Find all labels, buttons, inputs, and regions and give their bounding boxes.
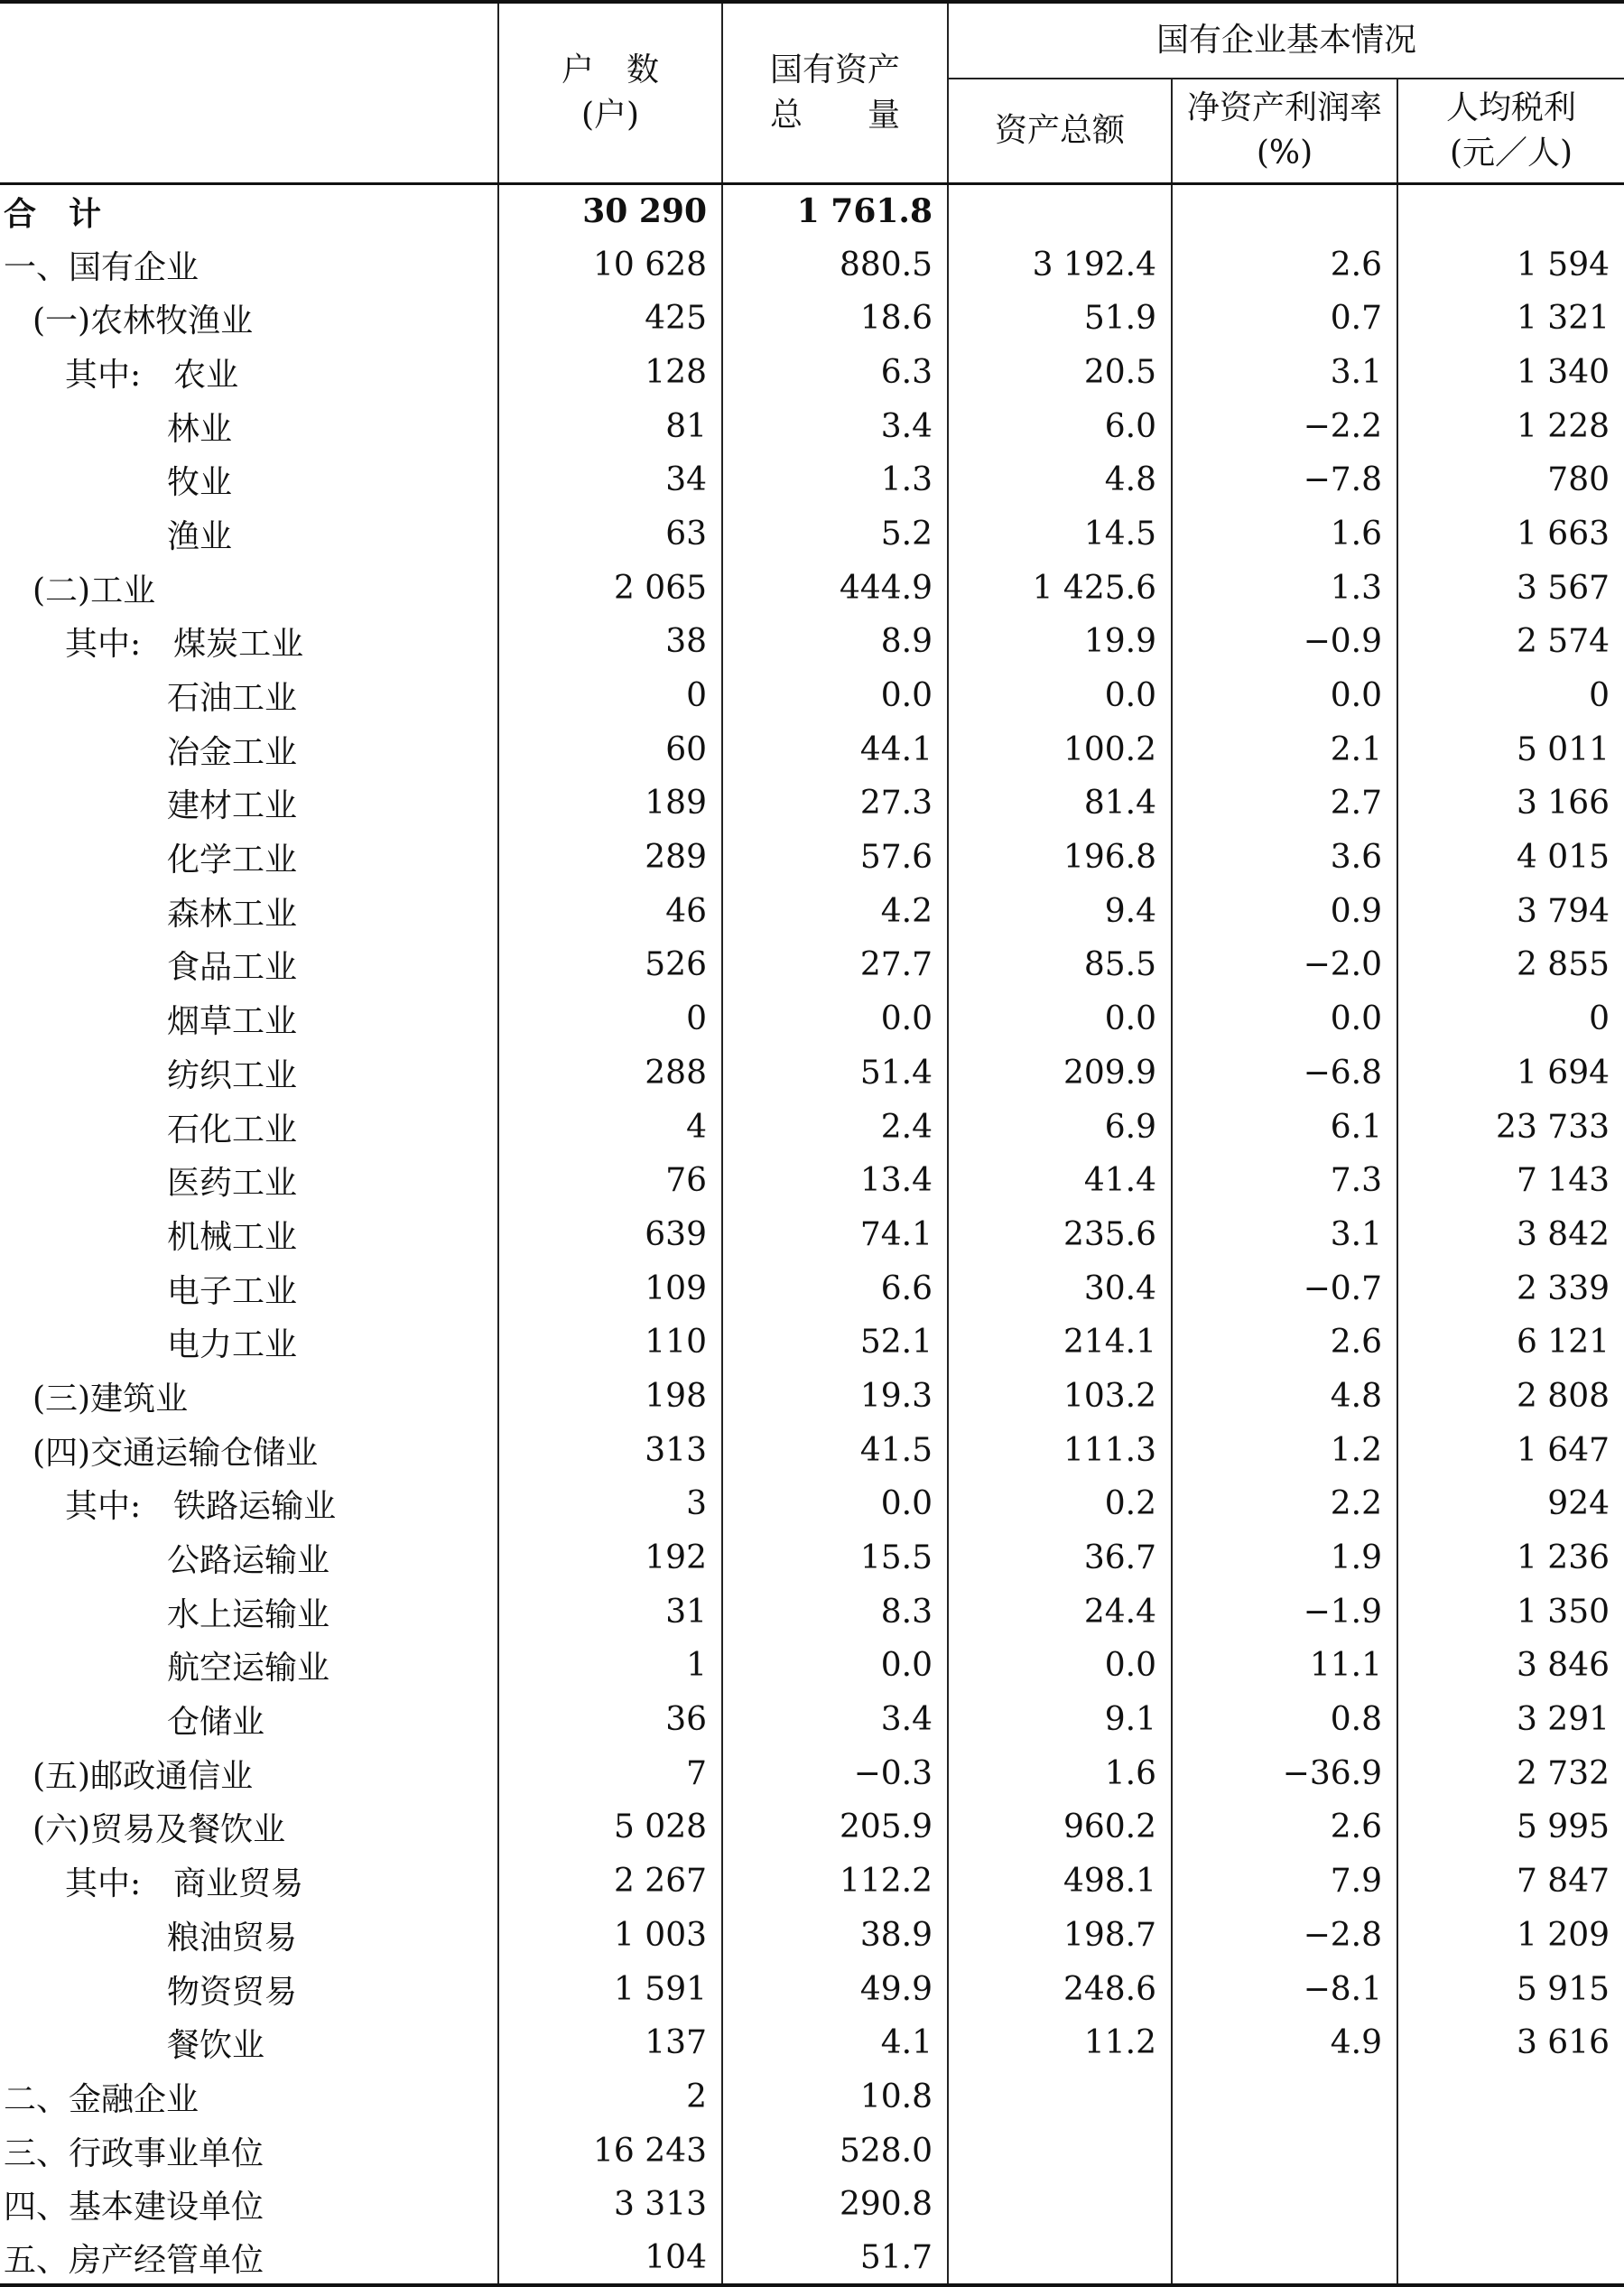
cell-per-capita-tax: 3 166 bbox=[1397, 776, 1624, 831]
cell-per-capita-tax: 1 594 bbox=[1397, 237, 1624, 292]
cell-state-assets: 4.1 bbox=[722, 2016, 948, 2070]
cell-per-capita-tax: 7 143 bbox=[1397, 1154, 1624, 1208]
header-state-assets-line2: 总 量 bbox=[769, 97, 900, 134]
cell-per-capita-tax: 2 855 bbox=[1397, 938, 1624, 992]
table-row bbox=[0, 1746, 1624, 1800]
table-row bbox=[0, 615, 1624, 669]
cell-total-assets: 14.5 bbox=[948, 507, 1172, 562]
cell-total-assets bbox=[948, 184, 1172, 238]
row-label: 粮油贸易 bbox=[167, 1919, 298, 1957]
table-row bbox=[0, 1208, 1624, 1262]
row-label: (六)贸易及餐饮业 bbox=[32, 1811, 286, 1849]
row-label: 烟草工业 bbox=[167, 1003, 298, 1041]
cell-households: 7 bbox=[498, 1746, 722, 1800]
row-label: 五、房产经管单位 bbox=[0, 2232, 498, 2286]
table-row bbox=[0, 1100, 1624, 1154]
cell-net-profit-rate: 3.1 bbox=[1172, 346, 1397, 400]
header-net-profit-rate-line2: (%) bbox=[1256, 135, 1313, 172]
cell-net-profit-rate: 11.1 bbox=[1172, 1639, 1397, 1693]
cell-state-assets: 0.0 bbox=[722, 669, 948, 723]
cell-total-assets: 9.4 bbox=[948, 884, 1172, 938]
header-state-assets bbox=[722, 2, 948, 184]
cell-per-capita-tax: 23 733 bbox=[1397, 1100, 1624, 1154]
cell-net-profit-rate: 1.6 bbox=[1172, 507, 1397, 562]
cell-net-profit-rate: 2.6 bbox=[1172, 1800, 1397, 1855]
cell-total-assets: 6.9 bbox=[948, 1100, 1172, 1154]
cell-state-assets: 290.8 bbox=[722, 2178, 948, 2232]
row-label: 其中: 煤炭工业 bbox=[65, 626, 304, 664]
cell-net-profit-rate: −0.9 bbox=[1172, 615, 1397, 669]
table-row bbox=[0, 2016, 1624, 2070]
cell-net-profit-rate: 1.2 bbox=[1172, 1423, 1397, 1477]
cell-state-assets: 52.1 bbox=[722, 1315, 948, 1370]
cell-households: 2 065 bbox=[498, 561, 722, 615]
cell-net-profit-rate: 3.1 bbox=[1172, 1208, 1397, 1262]
cell-state-assets: 0.0 bbox=[722, 1639, 948, 1693]
header-households-line2: (户) bbox=[580, 97, 640, 134]
table-row bbox=[0, 831, 1624, 885]
cell-households: 81 bbox=[498, 399, 722, 453]
cell-state-assets: 18.6 bbox=[722, 292, 948, 346]
cell-households: 1 bbox=[498, 1639, 722, 1693]
table-row bbox=[0, 184, 1624, 238]
cell-total-assets: 30.4 bbox=[948, 1261, 1172, 1315]
row-label: 四、基本建设单位 bbox=[4, 2189, 264, 2227]
cell-households: 34 bbox=[498, 453, 722, 507]
row-label: 化学工业 bbox=[167, 841, 298, 879]
cell-net-profit-rate: −0.7 bbox=[1172, 1261, 1397, 1315]
row-label: 电子工业 bbox=[167, 1272, 298, 1310]
cell-state-assets: 51.4 bbox=[722, 1046, 948, 1101]
cell-state-assets: 2.4 bbox=[722, 1100, 948, 1154]
cell-net-profit-rate: 0.8 bbox=[1172, 1693, 1397, 1747]
row-label: (三)建筑业 bbox=[32, 1380, 189, 1418]
cell-households: 76 bbox=[498, 1154, 722, 1208]
cell-net-profit-rate: −6.8 bbox=[1172, 1046, 1397, 1101]
cell-state-assets: 27.7 bbox=[722, 938, 948, 992]
header-total-assets: 资产总额 bbox=[948, 79, 1172, 184]
cell-per-capita-tax: 1 209 bbox=[1397, 1909, 1624, 1963]
table-row bbox=[0, 1423, 1624, 1477]
cell-net-profit-rate: 2.7 bbox=[1172, 776, 1397, 831]
table-row bbox=[0, 1639, 1624, 1693]
cell-households: 198 bbox=[498, 1370, 722, 1424]
table-row bbox=[0, 453, 1624, 507]
cell-total-assets: 498.1 bbox=[948, 1855, 1172, 1909]
cell-total-assets: 235.6 bbox=[948, 1208, 1172, 1262]
cell-net-profit-rate: 2.2 bbox=[1172, 1477, 1397, 1531]
cell-state-assets: 8.3 bbox=[722, 1585, 948, 1639]
row-label: 电力工业 bbox=[167, 1326, 298, 1364]
row-label: 合 计 bbox=[4, 194, 102, 233]
cell-state-assets: 44.1 bbox=[722, 722, 948, 776]
cell-per-capita-tax: 7 847 bbox=[1397, 1855, 1624, 1909]
row-label: 石化工业 bbox=[167, 1111, 298, 1148]
cell-households: 10 628 bbox=[498, 237, 722, 292]
cell-households: 0 bbox=[498, 992, 722, 1046]
row-label: 冶金工业 bbox=[167, 733, 298, 771]
cell-households: 2 bbox=[498, 2070, 722, 2124]
cell-net-profit-rate: −36.9 bbox=[1172, 1746, 1397, 1800]
table-row bbox=[0, 884, 1624, 938]
cell-net-profit-rate: −2.0 bbox=[1172, 938, 1397, 992]
cell-state-assets: 27.3 bbox=[722, 776, 948, 831]
table-row bbox=[0, 669, 1624, 723]
cell-total-assets bbox=[948, 2124, 1172, 2178]
cell-net-profit-rate: 0.0 bbox=[1172, 992, 1397, 1046]
cell-per-capita-tax: 3 616 bbox=[1397, 2016, 1624, 2070]
table-row bbox=[0, 992, 1624, 1046]
header-label-corner bbox=[0, 2, 498, 184]
cell-net-profit-rate: 7.9 bbox=[1172, 1855, 1397, 1909]
row-label: 其中: 农业 bbox=[65, 356, 239, 394]
cell-total-assets: 248.6 bbox=[948, 1962, 1172, 2016]
cell-state-assets: 0.0 bbox=[722, 1477, 948, 1531]
cell-per-capita-tax: 3 291 bbox=[1397, 1693, 1624, 1747]
table-row bbox=[0, 1261, 1624, 1315]
cell-state-assets: 1.3 bbox=[722, 453, 948, 507]
cell-net-profit-rate: 1.9 bbox=[1172, 1531, 1397, 1585]
row-label: 森林工业 bbox=[167, 895, 298, 933]
cell-net-profit-rate: −1.9 bbox=[1172, 1585, 1397, 1639]
cell-households: 30 290 bbox=[498, 184, 722, 238]
cell-net-profit-rate bbox=[1172, 2124, 1397, 2178]
cell-state-assets: 1 761.8 bbox=[722, 184, 948, 238]
cell-households: 526 bbox=[498, 938, 722, 992]
table-row bbox=[0, 346, 1624, 400]
cell-households: 110 bbox=[498, 1315, 722, 1370]
table-row bbox=[0, 1154, 1624, 1208]
cell-state-assets: 528.0 bbox=[722, 2124, 948, 2178]
table-row bbox=[0, 292, 1624, 346]
cell-state-assets: 444.9 bbox=[722, 561, 948, 615]
cell-per-capita-tax: 5 011 bbox=[1397, 722, 1624, 776]
cell-per-capita-tax: 1 236 bbox=[1397, 1531, 1624, 1585]
cell-state-assets: 15.5 bbox=[722, 1531, 948, 1585]
cell-total-assets: 19.9 bbox=[948, 615, 1172, 669]
cell-total-assets: 3 192.4 bbox=[948, 237, 1172, 292]
cell-per-capita-tax: 1 321 bbox=[1397, 292, 1624, 346]
cell-net-profit-rate: 0.0 bbox=[1172, 669, 1397, 723]
cell-households: 4 bbox=[498, 1100, 722, 1154]
table-row bbox=[0, 1370, 1624, 1424]
row-label: 纺织工业 bbox=[167, 1056, 298, 1094]
row-label: 其中: 商业贸易 bbox=[65, 1865, 304, 1903]
cell-net-profit-rate bbox=[1172, 2070, 1397, 2124]
cell-state-assets: −0.3 bbox=[722, 1746, 948, 1800]
cell-households: 137 bbox=[498, 2016, 722, 2070]
table-row bbox=[0, 776, 1624, 831]
header-households bbox=[498, 2, 722, 184]
cell-state-assets: 57.6 bbox=[722, 831, 948, 885]
cell-total-assets: 81.4 bbox=[948, 776, 1172, 831]
cell-state-assets: 6.6 bbox=[722, 1261, 948, 1315]
cell-state-assets: 0.0 bbox=[722, 992, 948, 1046]
row-label: 石油工业 bbox=[167, 680, 298, 718]
cell-net-profit-rate: 4.8 bbox=[1172, 1370, 1397, 1424]
cell-net-profit-rate: 4.9 bbox=[1172, 2016, 1397, 2070]
cell-total-assets: 960.2 bbox=[948, 1800, 1172, 1855]
cell-households: 63 bbox=[498, 507, 722, 562]
cell-households: 104 bbox=[498, 2232, 722, 2286]
cell-households: 3 bbox=[498, 1477, 722, 1531]
cell-households: 313 bbox=[498, 1423, 722, 1477]
table-row bbox=[0, 1046, 1624, 1101]
cell-total-assets: 1 425.6 bbox=[948, 561, 1172, 615]
cell-total-assets bbox=[948, 2070, 1172, 2124]
header-state-assets-line1: 国有资产 bbox=[769, 51, 900, 88]
cell-net-profit-rate: 0.9 bbox=[1172, 884, 1397, 938]
cell-net-profit-rate: 7.3 bbox=[1172, 1154, 1397, 1208]
cell-net-profit-rate: −8.1 bbox=[1172, 1962, 1397, 2016]
table-row bbox=[0, 1962, 1624, 2016]
cell-households: 128 bbox=[498, 346, 722, 400]
cell-state-assets: 19.3 bbox=[722, 1370, 948, 1424]
row-label: 渔业 bbox=[167, 517, 233, 555]
cell-households: 288 bbox=[498, 1046, 722, 1101]
cell-state-assets: 74.1 bbox=[722, 1208, 948, 1262]
cell-net-profit-rate bbox=[1172, 184, 1397, 238]
cell-per-capita-tax: 1 694 bbox=[1397, 1046, 1624, 1101]
row-label: 航空运输业 bbox=[167, 1650, 330, 1687]
row-label: 三、行政事业单位 bbox=[4, 2134, 264, 2172]
cell-per-capita-tax: 3 842 bbox=[1397, 1208, 1624, 1262]
header-per-capita-tax-line2: (元／人) bbox=[1449, 135, 1573, 172]
cell-net-profit-rate: 0.7 bbox=[1172, 292, 1397, 346]
cell-net-profit-rate: 6.1 bbox=[1172, 1100, 1397, 1154]
cell-per-capita-tax: 2 732 bbox=[1397, 1746, 1624, 1800]
cell-state-assets: 41.5 bbox=[722, 1423, 948, 1477]
cell-state-assets: 5.2 bbox=[722, 507, 948, 562]
row-label: (二)工业 bbox=[32, 572, 156, 609]
cell-total-assets: 0.0 bbox=[948, 992, 1172, 1046]
table-row bbox=[0, 2232, 1624, 2286]
header-per-capita-tax-line1: 人均税利 bbox=[1446, 89, 1577, 126]
row-label: (五)邮政通信业 bbox=[32, 1757, 254, 1795]
table-row bbox=[0, 1800, 1624, 1855]
cell-total-assets: 20.5 bbox=[948, 346, 1172, 400]
cell-households: 192 bbox=[498, 1531, 722, 1585]
cell-per-capita-tax: 5 915 bbox=[1397, 1962, 1624, 2016]
cell-per-capita-tax: 2 574 bbox=[1397, 615, 1624, 669]
row-label: 物资贸易 bbox=[167, 1973, 298, 2011]
cell-total-assets: 0.2 bbox=[948, 1477, 1172, 1531]
cell-state-assets: 112.2 bbox=[722, 1855, 948, 1909]
cell-total-assets: 214.1 bbox=[948, 1315, 1172, 1370]
cell-state-assets: 6.3 bbox=[722, 346, 948, 400]
cell-households: 639 bbox=[498, 1208, 722, 1262]
cell-net-profit-rate: 2.6 bbox=[1172, 1315, 1397, 1370]
cell-households: 425 bbox=[498, 292, 722, 346]
cell-total-assets: 100.2 bbox=[948, 722, 1172, 776]
cell-per-capita-tax: 1 228 bbox=[1397, 399, 1624, 453]
table-row bbox=[0, 2124, 1624, 2178]
row-label: 医药工业 bbox=[167, 1165, 298, 1203]
table-row bbox=[0, 938, 1624, 992]
cell-total-assets: 41.4 bbox=[948, 1154, 1172, 1208]
cell-total-assets bbox=[948, 2178, 1172, 2232]
cell-total-assets: 196.8 bbox=[948, 831, 1172, 885]
cell-net-profit-rate: 1.3 bbox=[1172, 561, 1397, 615]
cell-per-capita-tax: 2 808 bbox=[1397, 1370, 1624, 1424]
table-row bbox=[0, 237, 1624, 292]
cell-per-capita-tax: 3 567 bbox=[1397, 561, 1624, 615]
cell-per-capita-tax: 924 bbox=[1397, 1477, 1624, 1531]
row-label: 公路运输业 bbox=[167, 1542, 330, 1580]
cell-households: 46 bbox=[498, 884, 722, 938]
table-row bbox=[0, 1693, 1624, 1747]
table-row bbox=[0, 399, 1624, 453]
table-row bbox=[0, 1315, 1624, 1370]
row-label: 建材工业 bbox=[167, 787, 298, 825]
cell-households: 16 243 bbox=[498, 2124, 722, 2178]
header-net-profit-rate bbox=[1172, 79, 1397, 184]
cell-total-assets: 6.0 bbox=[948, 399, 1172, 453]
cell-per-capita-tax bbox=[1397, 184, 1624, 238]
cell-households: 31 bbox=[498, 1585, 722, 1639]
cell-per-capita-tax: 780 bbox=[1397, 453, 1624, 507]
cell-households: 36 bbox=[498, 1693, 722, 1747]
cell-net-profit-rate bbox=[1172, 2178, 1397, 2232]
cell-total-assets: 198.7 bbox=[948, 1909, 1172, 1963]
cell-net-profit-rate bbox=[1172, 2232, 1397, 2286]
cell-state-assets: 880.5 bbox=[722, 237, 948, 292]
header-soe-group: 国有企业基本情况 bbox=[948, 2, 1624, 79]
row-label: 一、国有企业 bbox=[4, 248, 200, 286]
table-row bbox=[0, 2070, 1624, 2124]
cell-total-assets: 51.9 bbox=[948, 292, 1172, 346]
table-row bbox=[0, 1531, 1624, 1585]
cell-households: 0 bbox=[498, 669, 722, 723]
cell-households: 109 bbox=[498, 1261, 722, 1315]
cell-state-assets: 13.4 bbox=[722, 1154, 948, 1208]
cell-state-assets: 49.9 bbox=[722, 1962, 948, 2016]
cell-state-assets: 205.9 bbox=[722, 1800, 948, 1855]
cell-state-assets: 10.8 bbox=[722, 2070, 948, 2124]
cell-total-assets: 4.8 bbox=[948, 453, 1172, 507]
table-row bbox=[0, 1477, 1624, 1531]
cell-per-capita-tax: 3 794 bbox=[1397, 884, 1624, 938]
cell-state-assets: 4.2 bbox=[722, 884, 948, 938]
cell-net-profit-rate: 2.6 bbox=[1172, 237, 1397, 292]
cell-households: 5 028 bbox=[498, 1800, 722, 1855]
cell-per-capita-tax bbox=[1397, 2178, 1624, 2232]
cell-households: 3 313 bbox=[498, 2178, 722, 2232]
cell-total-assets: 9.1 bbox=[948, 1693, 1172, 1747]
table-row bbox=[0, 561, 1624, 615]
cell-total-assets: 0.0 bbox=[948, 1639, 1172, 1693]
row-label: 食品工业 bbox=[167, 949, 298, 987]
table-body bbox=[0, 184, 1624, 2286]
cell-per-capita-tax: 5 995 bbox=[1397, 1800, 1624, 1855]
row-label: 二、金融企业 bbox=[4, 2080, 200, 2118]
cell-households: 189 bbox=[498, 776, 722, 831]
cell-per-capita-tax: 0 bbox=[1397, 992, 1624, 1046]
table-row bbox=[0, 1585, 1624, 1639]
cell-per-capita-tax: 1 340 bbox=[1397, 346, 1624, 400]
cell-per-capita-tax: 1 647 bbox=[1397, 1423, 1624, 1477]
cell-net-profit-rate: 2.1 bbox=[1172, 722, 1397, 776]
cell-households: 38 bbox=[498, 615, 722, 669]
row-label: (一)农林牧渔业 bbox=[32, 302, 254, 340]
cell-per-capita-tax bbox=[1397, 2232, 1624, 2286]
cell-total-assets: 0.0 bbox=[948, 669, 1172, 723]
table-row bbox=[0, 1909, 1624, 1963]
cell-per-capita-tax: 2 339 bbox=[1397, 1261, 1624, 1315]
cell-total-assets: 36.7 bbox=[948, 1531, 1172, 1585]
cell-per-capita-tax: 4 015 bbox=[1397, 831, 1624, 885]
cell-total-assets: 11.2 bbox=[948, 2016, 1172, 2070]
cell-net-profit-rate: −2.2 bbox=[1172, 399, 1397, 453]
cell-total-assets: 85.5 bbox=[948, 938, 1172, 992]
cell-households: 2 267 bbox=[498, 1855, 722, 1909]
cell-total-assets: 209.9 bbox=[948, 1046, 1172, 1101]
cell-state-assets: 8.9 bbox=[722, 615, 948, 669]
cell-total-assets: 111.3 bbox=[948, 1423, 1172, 1477]
cell-state-assets: 51.7 bbox=[722, 2232, 948, 2286]
cell-households: 60 bbox=[498, 722, 722, 776]
row-label: 其中: 铁路运输业 bbox=[65, 1488, 337, 1526]
row-label: 林业 bbox=[167, 410, 233, 448]
cell-total-assets: 24.4 bbox=[948, 1585, 1172, 1639]
header-net-profit-rate-line1: 净资产利润率 bbox=[1186, 89, 1382, 126]
cell-per-capita-tax: 1 663 bbox=[1397, 507, 1624, 562]
cell-households: 289 bbox=[498, 831, 722, 885]
cell-net-profit-rate: −2.8 bbox=[1172, 1909, 1397, 1963]
cell-households: 1 591 bbox=[498, 1962, 722, 2016]
table-row bbox=[0, 2178, 1624, 2232]
row-label: (四)交通运输仓储业 bbox=[32, 1434, 319, 1472]
cell-net-profit-rate: −7.8 bbox=[1172, 453, 1397, 507]
cell-per-capita-tax: 6 121 bbox=[1397, 1315, 1624, 1370]
table-row bbox=[0, 1855, 1624, 1909]
cell-net-profit-rate: 3.6 bbox=[1172, 831, 1397, 885]
row-label: 仓储业 bbox=[167, 1704, 265, 1742]
cell-households: 1 003 bbox=[498, 1909, 722, 1963]
cell-per-capita-tax bbox=[1397, 2070, 1624, 2124]
cell-per-capita-tax: 0 bbox=[1397, 669, 1624, 723]
header-per-capita-tax bbox=[1397, 79, 1624, 184]
cell-total-assets: 1.6 bbox=[948, 1746, 1172, 1800]
row-label: 机械工业 bbox=[167, 1218, 298, 1256]
cell-state-assets: 38.9 bbox=[722, 1909, 948, 1963]
header-households-line1: 户 数 bbox=[561, 51, 659, 88]
table-row bbox=[0, 507, 1624, 562]
cell-per-capita-tax: 1 350 bbox=[1397, 1585, 1624, 1639]
cell-per-capita-tax: 3 846 bbox=[1397, 1639, 1624, 1693]
table-row bbox=[0, 722, 1624, 776]
cell-total-assets bbox=[948, 2232, 1172, 2286]
cell-per-capita-tax bbox=[1397, 2124, 1624, 2178]
cell-state-assets: 3.4 bbox=[722, 1693, 948, 1747]
row-label: 餐饮业 bbox=[167, 2027, 265, 2065]
cell-total-assets: 103.2 bbox=[948, 1370, 1172, 1424]
row-label: 牧业 bbox=[167, 464, 233, 502]
cell-state-assets: 3.4 bbox=[722, 399, 948, 453]
row-label: 水上运输业 bbox=[167, 1595, 330, 1633]
